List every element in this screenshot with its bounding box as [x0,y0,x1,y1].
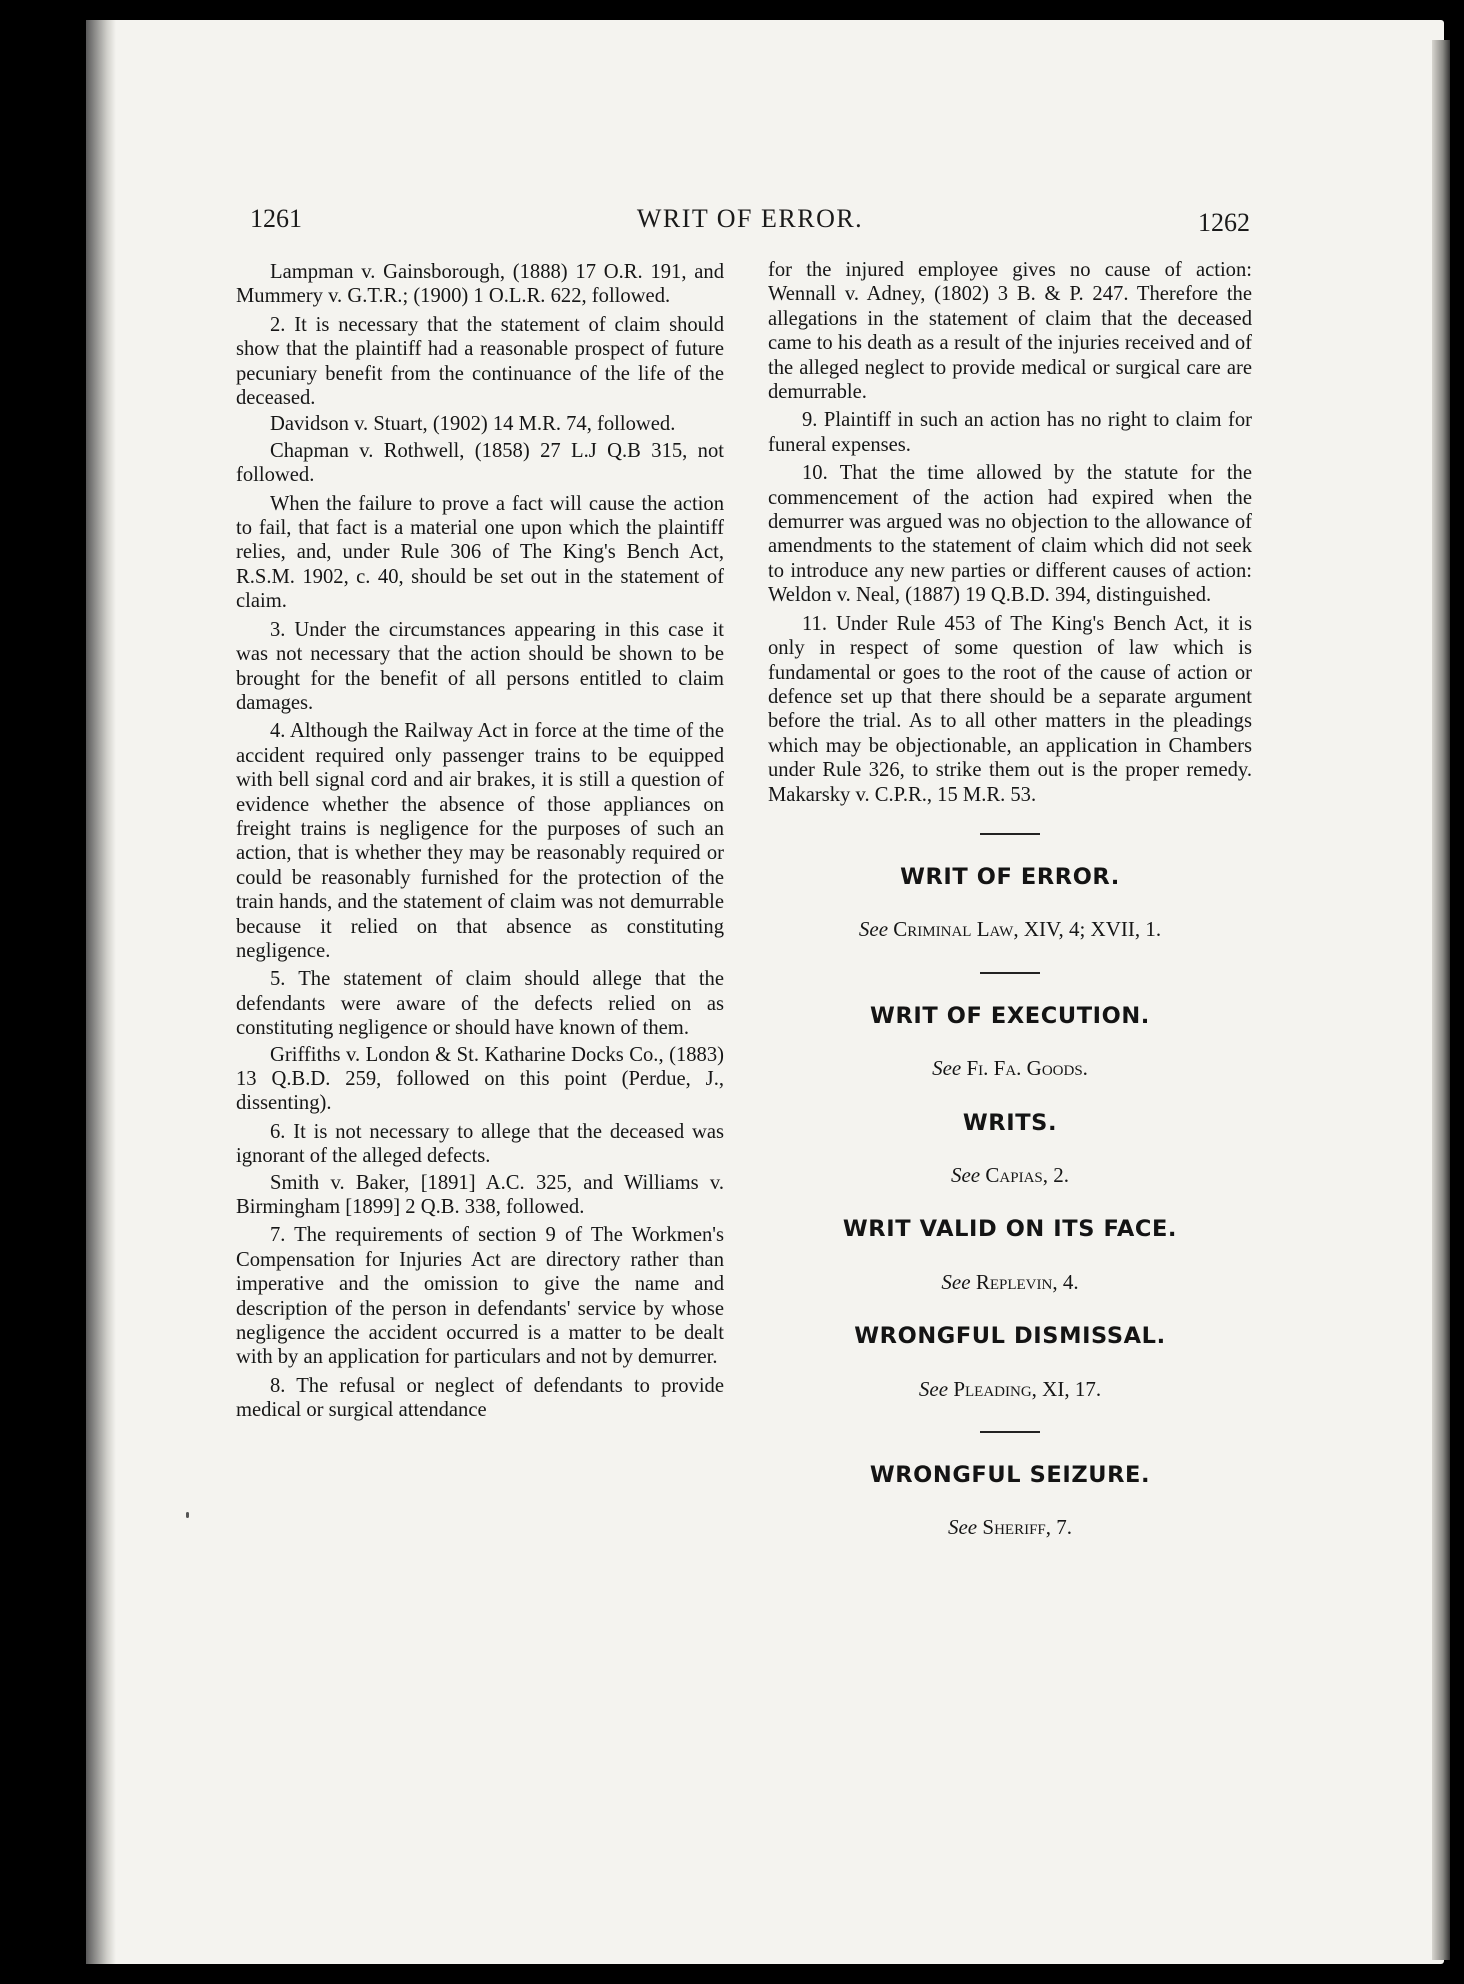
right-column [768,258,1252,1570]
running-title: WRIT OF ERROR. [636,204,864,233]
cross-reference [768,1163,1252,1187]
cross-reference [768,1270,1252,1294]
cross-reference-target: Capias, 2. [985,1162,1069,1187]
index-heading: WRONGFUL DISMISSAL. [854,1323,1166,1350]
citation-paragraph: Smith v. Baker, [1891] A.C. 325, and Williams v. Birmingham [1899] 2 Q.B. 338, followed. [236,1171,724,1219]
headnote-paragraph: 3. Under the circumstances appearing in this case it was not necessary that the action should be shown to be brought for the benefit of all persons entitled to claim damages. [236,618,724,714]
headnote-paragraph: 11. Under Rule 453 of The King's Bench Act, it is only in respect of some question of law which is fundamental or goes to the root of the cause of action or defence set up that there should be a separate argument before the trial. As to all other matters in the pleadings which may be objectionable, an application in Chambers under Rule 326, to strike them out is the proper remedy. Makarsky v. C.P.R., 15 M.R. 53. [768,612,1252,806]
index-heading: WRITS. [962,1109,1058,1136]
citation-paragraph: Griffiths v. London & St. Katharine Docks Co., (1883) 13 Q.B.D. 259, followed on this point (Perdue, J., dissenting). [236,1043,724,1115]
index-heading: WRIT OF EXECUTION. [870,1002,1150,1029]
page-number-right: 1262 [1198,208,1250,237]
index-heading: WRIT OF ERROR. [900,863,1120,890]
headnote-paragraph: 5. The statement of claim should allege that the defendants were aware of the defects relied on as constituting negligence or should have known of them. [236,968,724,1040]
see-label: See [950,1162,981,1187]
see-label: See [932,1056,962,1081]
headnote-paragraph: 8. The refusal or neglect of defendants to provide medical or surgical attendance [236,1374,724,1422]
cross-reference-target: Pleading, XI, 17. [953,1376,1102,1401]
cross-reference-target: Criminal Law, XIV, 4; XVII, 1. [893,917,1162,942]
cross-reference [768,1056,1252,1080]
cross-reference [768,1377,1252,1401]
ink-speck [186,1512,189,1518]
section-rule [980,1431,1040,1433]
cross-reference [768,917,1252,941]
headnote-paragraph: 9. Plaintiff in such an action has no right to claim for funeral expenses. [768,409,1252,456]
section-rule [980,833,1040,835]
section-rule [980,972,1040,974]
book-gutter-shadow [86,20,116,1964]
headnote-paragraph: 10. That the time allowed by the statute for the commencement of the action had expired when the demurrer was argued was no objection to the allowance of amendments to the statement of claim which did not seek to introduce any new parties or different causes of action: Weldon v. Neal, (1887) 19 Q.B.D. 394, distinguished. [768,462,1252,607]
page-number-left: 1261 [250,204,302,233]
see-label: See [941,1269,971,1294]
see-label: See [947,1515,978,1540]
running-head [250,200,1250,240]
see-label: See [918,1376,949,1401]
see-label: See [858,917,889,942]
headnote-paragraph: 6. It is not necessary to allege that the deceased was ignorant of the alleged defects. [236,1120,724,1168]
citation-paragraph: Chapman v. Rothwell, (1858) 27 L.J Q.B 315, not followed. [236,439,724,487]
index-heading: WRONGFUL SEIZURE. [869,1462,1151,1488]
left-column [236,258,724,1423]
cross-reference-target: Fi. Fa. Goods. [966,1056,1088,1081]
citation-paragraph: Davidson v. Stuart, (1902) 14 M.R. 74, followed. [270,413,676,436]
cross-reference-target: Replevin, 4. [975,1269,1079,1294]
headnote-paragraph: 7. The requirements of section 9 of The Workmen's Compensation for Injuries Act are directory rather than imperative and the omission to give the name and description of the person in defendants' service by whose negligence the accident occurred is a matter to be dealt with by an application for particulars and not by demurrer. [236,1224,724,1369]
citation-paragraph: Lampman v. Gainsborough, (1888) 17 O.R. 191, and Mummery v. G.T.R.; (1900) 1 O.L.R. 622, followed. [236,261,724,308]
page-edge-shadow [1432,40,1450,1960]
headnote-paragraph: 2. It is necessary that the statement of claim should show that the plaintiff had a reasonable prospect of future pecuniary benefit from the continuance of the life of the deceased. [236,313,724,410]
continued-paragraph: for the injured employee gives no cause of action: Wennall v. Adney, (1802) 3 B. & P. 247. Therefore the allegations in the statement of claim that the deceased came to his death as a result of the injuries received and of the alleged neglect to provide medical or surgical care are demurrable. [768,259,1252,404]
cross-reference [768,1515,1252,1539]
cross-reference-target: Sheriff, 7. [982,1515,1072,1540]
index-heading: WRIT VALID ON ITS FACE. [842,1216,1178,1243]
headnote-paragraph: When the failure to prove a fact will cause the action to fail, that fact is a material one upon which the plaintiff relies, and, under Rule 306 of The King's Bench Act, R.S.M. 1902, c. 40, should be set out in the statement of claim. [236,492,724,613]
headnote-paragraph: 4. Although the Railway Act in force at the time of the accident required only passenger trains to be equipped with bell signal cord and air brakes, it is still a question of evidence whether the absence of those appliances on freight trains is negligence for the purposes of such an action, that is whether they may be reasonably required or could be reasonably furnished for the protection of the train hands, and the statement of claim was not demurrable because it relied on that absence as constituting negligence. [236,720,724,962]
